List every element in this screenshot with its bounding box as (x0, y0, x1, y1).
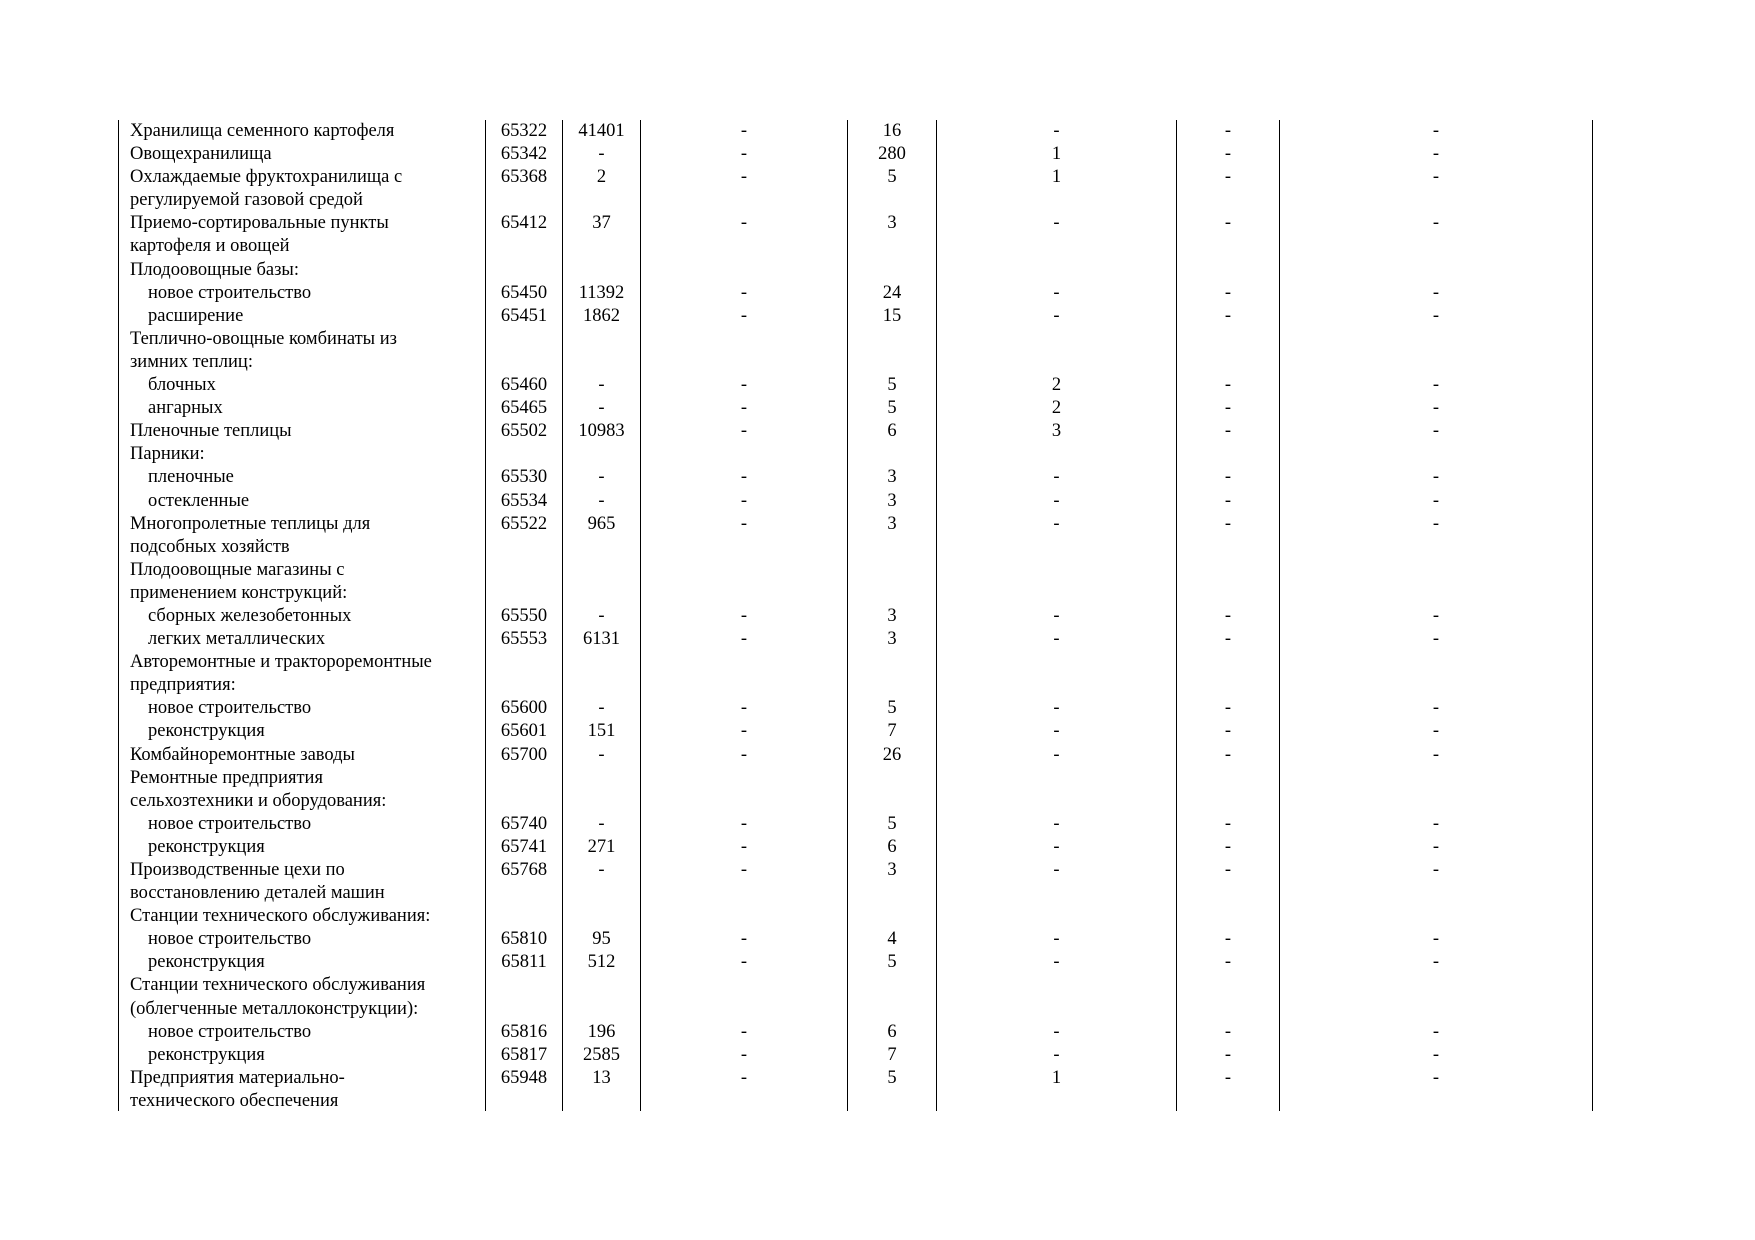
row-label: Авторемонтные и тракторoремонтные (130, 652, 432, 673)
table-row (118, 998, 1594, 1021)
row-value: - (740, 813, 748, 834)
row-value: - (740, 605, 748, 626)
row-code: 65810 (500, 929, 548, 950)
row-value: 2585 (583, 1044, 620, 1065)
row-code: 65741 (500, 836, 548, 857)
row-value: - (598, 144, 605, 165)
row-value: 280 (878, 144, 906, 165)
row-label: сельхозтехники и оборудования: (130, 790, 387, 811)
row-value: - (1432, 490, 1440, 511)
row-code: 65816 (500, 1021, 548, 1042)
row-value: 965 (587, 513, 616, 534)
row-label: Охлаждаемые фруктохранилища с (130, 167, 403, 188)
row-value: 15 (882, 305, 902, 326)
row-label: реконструкция (148, 1044, 265, 1065)
row-value: - (1224, 1021, 1232, 1042)
row-value: - (740, 860, 748, 880)
row-label: Плодоовощные базы: (130, 259, 299, 280)
row-label: новое строительство (148, 1021, 312, 1042)
row-value: - (1432, 421, 1440, 442)
table-row (118, 790, 1594, 813)
row-value: - (1224, 629, 1232, 650)
row-value: - (1224, 952, 1232, 973)
row-value: - (1053, 952, 1060, 973)
row-label: блочных (148, 375, 216, 396)
row-value: - (1432, 121, 1440, 141)
table-row (118, 559, 1594, 582)
row-value: - (1432, 952, 1440, 973)
table-row (118, 744, 1594, 767)
table-row (118, 351, 1594, 374)
row-value: 16 (882, 121, 902, 141)
row-value: - (1432, 836, 1440, 857)
row-value: - (740, 1044, 748, 1065)
row-value: - (1224, 813, 1232, 834)
row-value: 3 (887, 490, 897, 511)
row-value: - (740, 952, 748, 973)
row-value: 196 (587, 1021, 616, 1042)
row-value: 13 (592, 1067, 611, 1088)
row-value: 5 (887, 813, 897, 834)
row-value: - (1432, 605, 1440, 626)
row-value: - (598, 813, 605, 834)
row-value: - (598, 860, 605, 880)
row-code: 65948 (500, 1067, 548, 1088)
row-value: - (740, 282, 748, 303)
row-value: - (740, 721, 748, 742)
row-value: - (1224, 167, 1232, 188)
row-value: 5 (887, 1067, 897, 1088)
row-code: 65530 (500, 467, 548, 488)
row-value: - (1053, 121, 1060, 141)
row-label: зимних теплиц: (130, 351, 253, 372)
row-value: 2 (1051, 375, 1062, 396)
row-label: новое строительство (148, 813, 312, 834)
table-row (118, 928, 1594, 951)
row-value: - (1053, 813, 1060, 834)
row-value: - (740, 629, 748, 650)
row-value: - (1224, 836, 1232, 857)
row-value: - (1224, 605, 1232, 626)
row-code: 65700 (500, 744, 548, 765)
row-value: 512 (587, 952, 616, 973)
table-row (118, 905, 1594, 928)
row-value: - (1053, 744, 1060, 765)
row-value: - (1432, 398, 1440, 419)
row-value: 5 (887, 398, 897, 419)
row-code: 65322 (500, 121, 548, 141)
row-value: 271 (587, 836, 616, 857)
row-value: - (1432, 860, 1440, 880)
row-value: 5 (887, 375, 897, 396)
table-row (118, 259, 1594, 282)
row-value: - (1053, 305, 1060, 326)
table-row (118, 859, 1594, 882)
row-value: - (598, 605, 605, 626)
row-value: 151 (587, 721, 616, 742)
row-value: 1 (1051, 144, 1062, 165)
row-value: 3 (1051, 421, 1062, 442)
row-value: 2 (1051, 398, 1062, 419)
row-value: - (740, 513, 748, 534)
row-value: - (1053, 929, 1060, 950)
row-value: - (598, 375, 605, 396)
row-value: 3 (887, 629, 897, 650)
row-label: Предприятия материально- (130, 1067, 345, 1088)
row-code: 65553 (500, 629, 548, 650)
row-value: - (1053, 213, 1060, 234)
row-value: 3 (887, 213, 897, 234)
row-value: 5 (887, 698, 897, 719)
row-value: - (1432, 305, 1440, 326)
row-value: 7 (887, 1044, 897, 1065)
row-value: 95 (592, 929, 611, 950)
row-value: - (1224, 490, 1232, 511)
row-label: Плодоовощные магазины с (130, 559, 345, 580)
row-value: - (740, 167, 748, 188)
table-row (118, 443, 1594, 466)
row-value: - (1053, 836, 1060, 857)
row-value: - (1224, 860, 1232, 880)
row-value: - (1224, 467, 1232, 488)
row-value: - (1432, 282, 1440, 303)
row-code: 65342 (500, 144, 548, 165)
row-value: 37 (592, 213, 611, 234)
table-row (118, 605, 1594, 628)
row-code: 65460 (500, 375, 548, 396)
row-code: 65740 (500, 813, 548, 834)
row-label: ангарных (148, 398, 223, 419)
table-row (118, 951, 1594, 974)
row-value: - (1053, 605, 1060, 626)
row-label: Комбайноремонтные заводы (130, 744, 355, 765)
row-label: реконструкция (148, 836, 265, 857)
table-row (118, 674, 1594, 697)
row-value: - (598, 744, 605, 765)
row-value: - (740, 144, 748, 165)
row-code: 65502 (500, 421, 548, 442)
table-row (118, 1067, 1594, 1090)
table-row (118, 536, 1594, 559)
row-value: 3 (887, 605, 897, 626)
row-label: Станции технического обслуживания (130, 975, 426, 996)
row-value: - (1224, 121, 1232, 141)
row-value: 26 (882, 744, 902, 765)
row-code: 65811 (501, 952, 547, 973)
row-code: 65817 (500, 1044, 548, 1065)
table-row (118, 374, 1594, 397)
row-value: - (598, 467, 605, 488)
row-label: Многопролетные теплицы для (130, 513, 371, 534)
row-value: - (1432, 513, 1440, 534)
row-value: - (1432, 375, 1440, 396)
row-code: 65534 (500, 490, 548, 511)
row-value: 6131 (583, 629, 620, 650)
row-value: - (740, 744, 748, 765)
row-label: восстановлению деталей машин (130, 883, 385, 904)
row-value: 1 (1051, 167, 1062, 188)
row-code: 65412 (500, 213, 548, 234)
row-value: - (1053, 721, 1060, 742)
row-label: Станции технического обслуживания: (130, 906, 431, 927)
row-label: пленочные (148, 467, 234, 488)
row-label: Парники: (130, 444, 205, 465)
row-value: - (1224, 513, 1232, 534)
row-value: - (740, 305, 748, 326)
row-value: - (1053, 490, 1060, 511)
table-row (118, 166, 1594, 189)
table-row (118, 720, 1594, 743)
row-value: - (740, 1067, 748, 1088)
table-row (118, 1044, 1594, 1067)
row-value: - (1224, 1067, 1232, 1088)
row-value: - (1432, 1021, 1440, 1042)
table-row (118, 397, 1594, 420)
table-row (118, 120, 1594, 143)
row-value: 6 (887, 421, 897, 442)
row-code: 65601 (500, 721, 548, 742)
table-row (118, 305, 1594, 328)
row-value: - (1224, 305, 1232, 326)
table-row (118, 882, 1594, 905)
row-code: 65368 (500, 167, 548, 188)
row-value: - (1053, 513, 1060, 534)
table-row (118, 697, 1594, 720)
row-code: 65450 (500, 282, 548, 303)
row-value: 2 (596, 167, 607, 188)
row-value: - (740, 121, 748, 141)
row-value: - (1432, 1067, 1440, 1088)
row-value: - (1053, 860, 1060, 880)
table-row (118, 651, 1594, 674)
row-value: - (740, 1021, 748, 1042)
row-value: - (740, 213, 748, 234)
row-value: 6 (887, 1021, 897, 1042)
table-row (118, 466, 1594, 489)
row-label: картофеля и овощей (130, 236, 290, 257)
row-value: - (1053, 282, 1060, 303)
row-value: - (1224, 213, 1232, 234)
row-value: - (1224, 1044, 1232, 1065)
table-row (118, 420, 1594, 443)
row-value: - (1224, 375, 1232, 396)
row-code: 65451 (500, 305, 548, 326)
row-value: - (740, 929, 748, 950)
row-label: новое строительство (148, 698, 312, 719)
row-value: - (1224, 144, 1232, 165)
table-row (118, 1090, 1594, 1113)
row-value: - (598, 398, 605, 419)
table-row (118, 767, 1594, 790)
row-value: - (1224, 282, 1232, 303)
table-row (118, 974, 1594, 997)
row-value: - (1053, 698, 1060, 719)
row-value: - (1053, 1021, 1060, 1042)
table-row (118, 143, 1594, 166)
row-code: 65465 (500, 398, 548, 419)
table-row (118, 490, 1594, 513)
row-label: предприятия: (130, 675, 236, 696)
row-value: - (740, 421, 748, 442)
row-label: новое строительство (148, 929, 312, 950)
row-value: - (1053, 467, 1060, 488)
row-value: - (1432, 144, 1440, 165)
row-label: расширение (148, 305, 244, 326)
row-label: реконструкция (148, 952, 265, 973)
row-value: - (1224, 398, 1232, 419)
row-value: - (1432, 813, 1440, 834)
row-value: - (1053, 629, 1060, 650)
row-label: подсобных хозяйств (130, 536, 290, 557)
table-row (118, 328, 1594, 351)
row-label: применением конструкций: (130, 582, 348, 603)
row-value: 1 (1051, 1067, 1062, 1088)
row-label: технического обеспечения (130, 1090, 339, 1111)
row-label: Хранилища семенного картофеля (130, 121, 395, 141)
row-label: Ремонтные предприятия (130, 767, 323, 788)
row-value: 10983 (578, 421, 625, 442)
row-value: 3 (887, 467, 897, 488)
row-value: - (1224, 721, 1232, 742)
row-value: 5 (887, 952, 897, 973)
row-label: сборных железобетонных (148, 605, 352, 626)
row-value: 24 (882, 282, 902, 303)
table-row (118, 582, 1594, 605)
row-value: 7 (887, 721, 897, 742)
table-row (118, 282, 1594, 305)
row-value: - (1053, 1044, 1060, 1065)
row-value: 3 (887, 513, 897, 534)
row-value: - (1432, 698, 1440, 719)
row-value: - (740, 836, 748, 857)
table-row (118, 813, 1594, 836)
row-label: регулируемой газовой средой (130, 190, 363, 211)
row-label: остекленные (148, 490, 250, 511)
row-value: - (1224, 929, 1232, 950)
row-value: 6 (887, 836, 897, 857)
table-row (118, 836, 1594, 859)
row-label: легких металлических (148, 629, 326, 650)
row-value: - (1224, 698, 1232, 719)
row-label: Производственные цехи по (130, 860, 345, 880)
row-code: 65550 (500, 605, 548, 626)
row-code: 65522 (500, 513, 548, 534)
row-code: 65600 (500, 698, 548, 719)
data-table (118, 120, 1594, 1113)
row-label: реконструкция (148, 721, 265, 742)
table-row (118, 235, 1594, 258)
row-label: Теплично-овощные комбинаты из (130, 328, 397, 349)
row-label: Пленочные теплицы (130, 421, 292, 442)
row-value: - (1224, 744, 1232, 765)
row-value: - (1432, 1044, 1440, 1065)
row-value: - (740, 467, 748, 488)
row-value: - (1432, 744, 1440, 765)
row-value: - (740, 398, 748, 419)
row-value: - (1432, 929, 1440, 950)
table-row (118, 189, 1594, 212)
row-value: - (740, 490, 748, 511)
row-value: 1862 (583, 305, 620, 326)
table-row (118, 212, 1594, 235)
row-value: 11392 (578, 282, 625, 303)
row-value: - (1432, 467, 1440, 488)
row-value: 3 (887, 860, 897, 880)
row-value: - (1432, 213, 1440, 234)
row-value: - (598, 698, 605, 719)
row-value: - (1432, 629, 1440, 650)
row-label: (облегченные металлоконструкции): (130, 998, 419, 1019)
row-label: новое строительство (148, 282, 312, 303)
row-value: - (1432, 721, 1440, 742)
table-row (118, 628, 1594, 651)
row-code: 65768 (500, 860, 548, 880)
row-value: - (598, 490, 605, 511)
row-value: - (1432, 167, 1440, 188)
row-value: - (740, 698, 748, 719)
row-label: Овощехранилища (130, 144, 272, 165)
row-label: Приемо-сортировальные пункты (130, 213, 389, 234)
row-value: - (740, 375, 748, 396)
row-value: 41401 (578, 121, 625, 141)
table-row (118, 513, 1594, 536)
row-value: - (1224, 421, 1232, 442)
row-value: 5 (887, 167, 897, 188)
row-value: 4 (887, 929, 897, 950)
table-row (118, 1021, 1594, 1044)
